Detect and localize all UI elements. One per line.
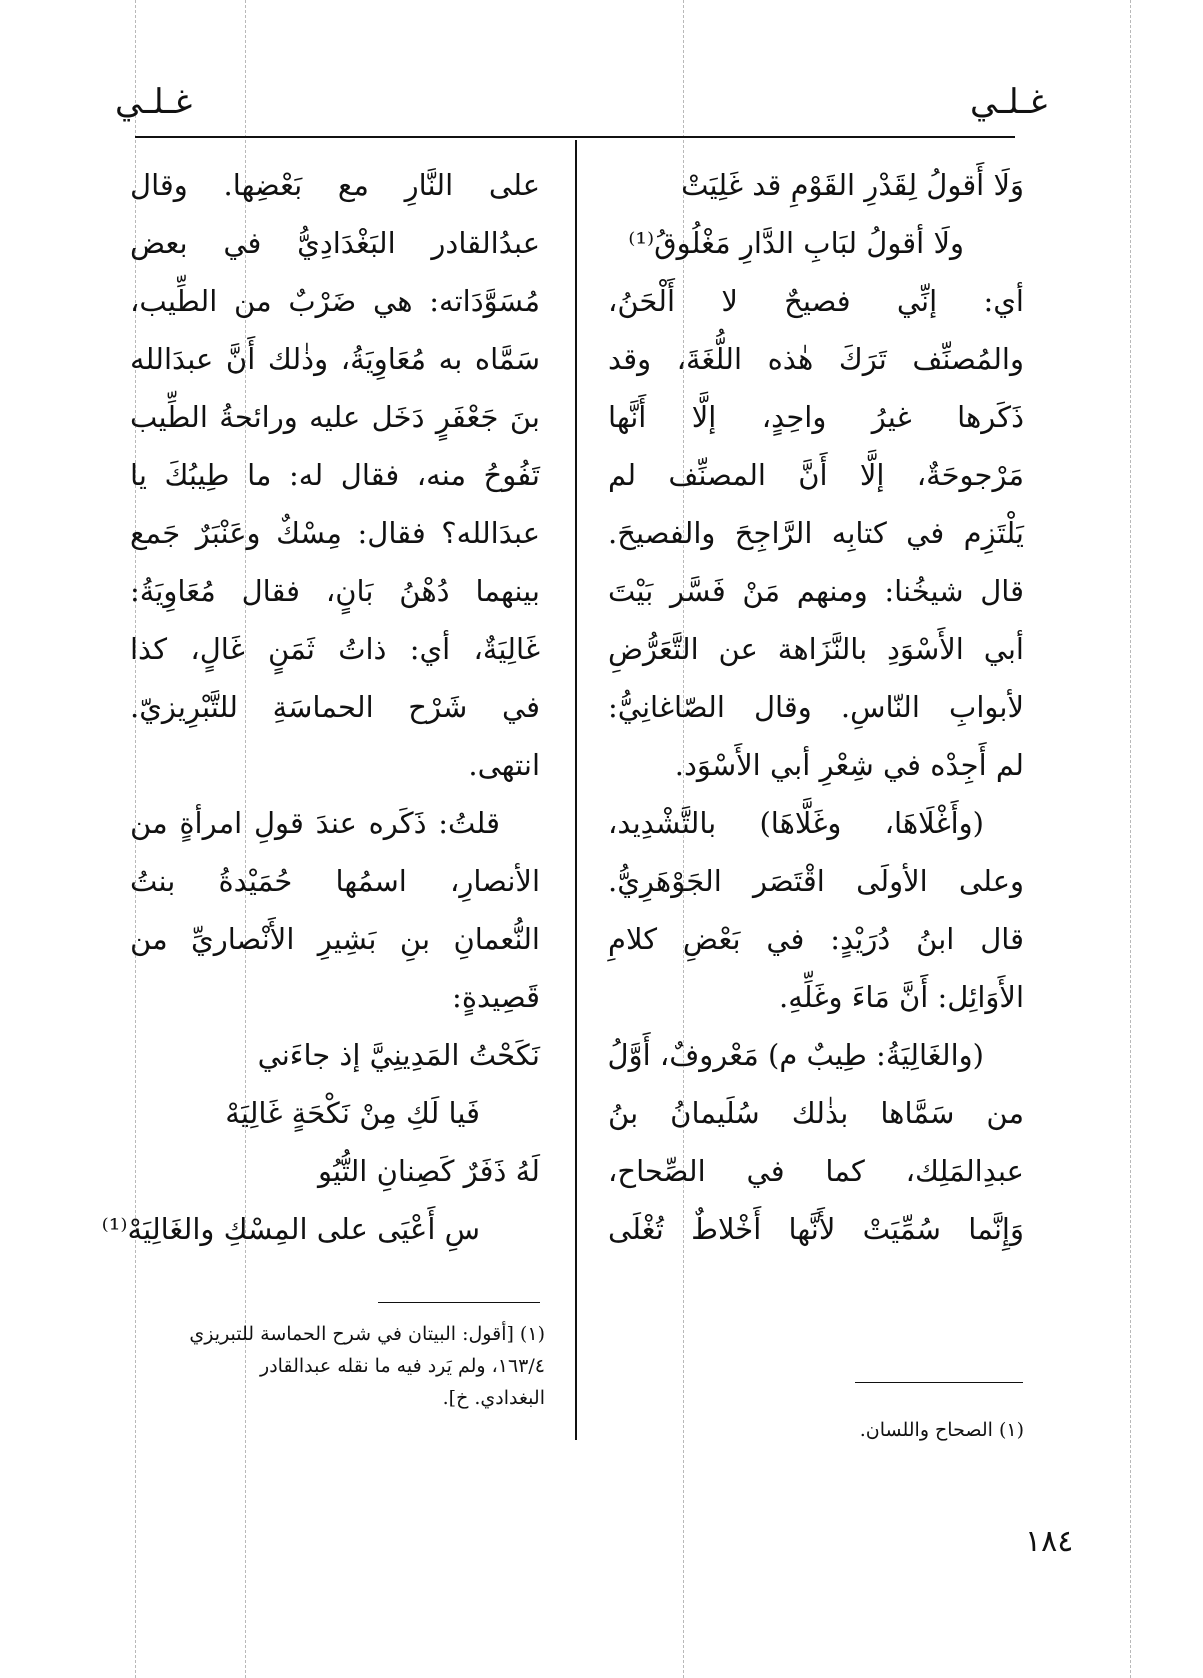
footnote-separator-right (855, 1382, 1023, 1383)
text-line: قلتُ: ذَكَره عندَ قولِ امرأةٍ من (130, 806, 500, 840)
text-line: بينهما دُهْنُ بَانٍ، فقال مُعَاوِيَةُ: (130, 574, 540, 608)
header-rule (135, 136, 1015, 138)
poem-verse-line: فَيا لَكِ مِنْ نَكْحَةٍ غَالِيَهْ (225, 1096, 480, 1130)
text-line: قال ابنُ دُرَيْدٍ: في بَعْضِ كلامِ (608, 922, 1024, 956)
poem-verse-line: لَهُ ذَفَرٌ كَصِنانِ التُّيُو (317, 1154, 540, 1188)
left-column-text (101, 156, 540, 1258)
footnote-line: ١٦٣/٤، ولم يَرد فيه ما نقله عبدالقادر (260, 1355, 545, 1377)
text-line: لأبوابِ النّاسِ. وقال الصّاغانِيُّ: (608, 690, 1024, 724)
scan-guide-line (1130, 0, 1131, 1678)
text-line: أبي الأَسْوَدِ بالنَّزَاهة عن التَّعَرُّضِ (608, 632, 1024, 666)
text-line: (والغَالِيَةُ: طِيبٌ م) مَعْروفٌ، أَوَّلُ (607, 1038, 984, 1072)
left-footnotes (189, 1318, 545, 1414)
text-line: والمُصنِّف تَرَكَ هٰذه اللُّغَةَ، وقد (608, 342, 1024, 376)
text-line: عبدَالله؟ فقال: مِسْكٌ وعَنْبَرٌ جَمع (130, 516, 540, 550)
text-line: في شَرْح الحماسَةِ للتَّبْرِيزيّ. (130, 690, 540, 724)
text-line: تَفُوحُ منه، فقال له: ما طِيبُكَ يا (130, 458, 540, 492)
poem-verse-line: نَكَحْتُ المَدِينِيَّ إذ جاءَني (257, 1038, 540, 1072)
text-line: الأَوَائِل: أَنَّ مَاءَ وغَلِّهِ. (778, 980, 1024, 1014)
running-head-left: غـلـي (115, 82, 193, 122)
page-number: ١٨٤ (1025, 1524, 1074, 1559)
text-line: عبدُالقادر البَغْدَادِيُّ في بعض (130, 226, 540, 260)
text-line: ذَكَرها غيرُ واحِدٍ، إلَّا أَنَّها (608, 400, 1024, 434)
text-line: الأنصارِ، اسمُها حُمَيْدةُ بنتُ (130, 864, 540, 898)
poem-verse-line: سِ أَعْيَى على المِسْكِ والغَالِيَهْ⁽¹⁾ (101, 1212, 480, 1246)
footnote-line: (١) [أقول: البيتان في شرح الحماسة للتبريزي (189, 1323, 545, 1345)
running-head-right: غـلـي (970, 82, 1048, 122)
text-line: عبدِالمَلِك، كما في الصِّحاح، (608, 1154, 1024, 1188)
text-line: قال شيخُنا: ومنهم مَنْ فَسَّر بَيْتَ (608, 574, 1024, 608)
text-line: أي: إنِّي فصيحٌ لا أَلْحَنُ، (608, 284, 1024, 318)
text-line: بنَ جَعْفَرٍ دَخَل عليه ورائحةُ الطِّيب (130, 400, 540, 434)
text-line: قَصِيدةٍ: (452, 980, 540, 1014)
text-line: وعلى الأولَى اقْتَصَر الجَوْهَرِيُّ. (608, 864, 1024, 898)
text-line: ولَا أقولُ لبَابِ الدَّارِ مَغْلُوقُ⁽¹⁾ (628, 226, 964, 260)
right-column-text (608, 156, 1024, 1258)
text-line: لم أَجِدْه في شِعْرِ أبي الأَسْوَد. (674, 748, 1024, 782)
text-line: سَمَّاه به مُعَاوِيَةُ، وذٰلك أَنَّ عبدَالله (130, 342, 540, 376)
text-line: انتهى. (468, 748, 540, 782)
text-line: مَرْجوحَةٌ، إلَّا أَنَّ المصنِّف لم (608, 458, 1024, 492)
text-line: مُسَوَّدَاته: هي ضَرْبٌ من الطِّيب، (130, 284, 540, 318)
footnote-separator-left (378, 1302, 540, 1303)
text-line: يَلْتَزِم في كتابِه الرَّاجِحَ والفصيحَ. (608, 516, 1024, 550)
text-line: وَلَا أَقولُ لِقَدْرِ القَوْمِ قد غَلِيَتْ (681, 168, 1024, 202)
text-line: وَإِنَّما سُمِّيَتْ لأَنَّها أَخْلاطٌ تُغْلَى (608, 1212, 1024, 1246)
text-line: النُّعمانِ بنِ بَشِيرِ الأَنْصاريِّ من (130, 922, 540, 956)
text-line: من سَمَّاها بذٰلك سُلَيمانُ بنُ (608, 1096, 1024, 1130)
footnote-line: البغدادي. خ]. (442, 1387, 545, 1409)
right-footnotes (780, 1414, 1024, 1446)
text-line: على النَّارِ مع بَعْضِها. وقال (130, 168, 540, 202)
column-divider (575, 140, 577, 1440)
footnote-line: (١) الصحاح واللسان. (859, 1419, 1024, 1441)
text-line: (وأَغْلَاهَا، وغَلَّاهَا) بالتَّشْدِيد، (608, 806, 984, 840)
text-line: غَالِيَةٌ، أي: ذاتُ ثَمَنٍ غَالٍ، كذا (130, 632, 540, 666)
